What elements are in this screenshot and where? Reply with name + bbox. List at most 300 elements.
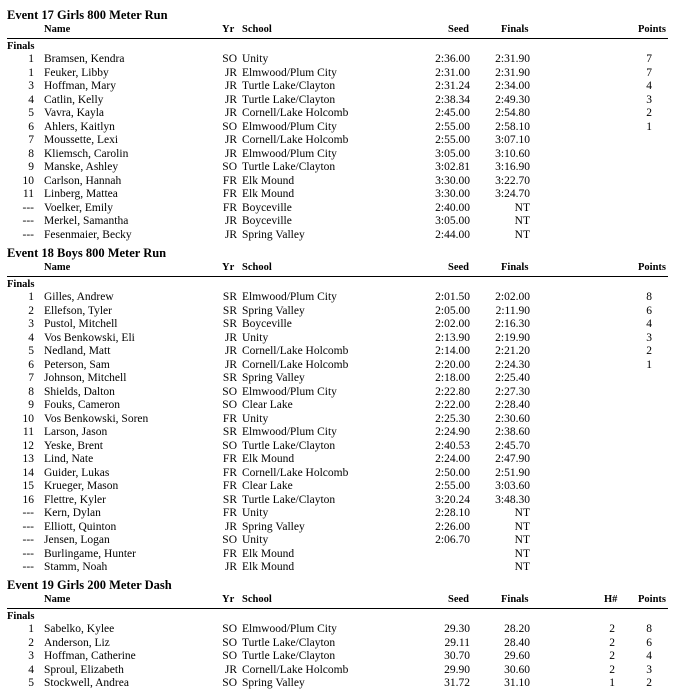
seed-time: 2:05.00: [435, 304, 470, 317]
final-time: 2:16.30: [495, 318, 530, 330]
year: SO: [222, 53, 237, 65]
result-row: [0, 345, 679, 359]
col-header-yr: Yr: [222, 262, 235, 273]
final-time: NT: [514, 201, 530, 214]
place: 4: [28, 93, 34, 106]
school: Cornell/Lake Holcomb: [242, 107, 349, 119]
final-time: 3:24.70: [495, 188, 530, 200]
final-time: 2:47.90: [495, 453, 530, 465]
place: 9: [28, 161, 34, 173]
col-header-school: School: [242, 24, 272, 35]
year: FR: [222, 201, 237, 214]
result-row: [0, 677, 679, 691]
school: Cornell/Lake Holcomb: [242, 134, 349, 146]
result-row: [0, 80, 679, 94]
seed-time: 2:28.10: [435, 507, 470, 519]
result-row: [0, 548, 679, 562]
year: SO: [222, 385, 237, 398]
school: Elmwood/Plum City: [242, 385, 337, 398]
final-time: 31.10: [504, 677, 530, 689]
school: Clear Lake: [242, 399, 293, 411]
year: FR: [222, 547, 237, 560]
seed-time: 2:38.34: [435, 93, 470, 106]
school: Spring Valley: [242, 677, 305, 689]
result-row: [0, 440, 679, 454]
seed-time: 2:18.00: [435, 372, 470, 384]
school: Cornell/Lake Holcomb: [242, 466, 349, 479]
school: Turtle Lake/Clayton: [242, 93, 336, 106]
seed-time: 3:20.24: [435, 493, 470, 506]
year: SR: [222, 372, 237, 384]
year: FR: [222, 507, 237, 519]
final-time: 2:25.40: [495, 372, 530, 384]
school: Unity: [242, 507, 269, 519]
place: 11: [22, 188, 34, 200]
athlete-name: Hoffman, Mary: [44, 80, 116, 92]
place: 7: [28, 372, 34, 384]
place: 2: [28, 636, 34, 649]
school: Unity: [242, 412, 269, 425]
final-time: 28.20: [504, 623, 530, 635]
result-row: [0, 386, 679, 400]
section-label-finals: Finals: [7, 41, 35, 52]
result-row: [0, 359, 679, 373]
athlete-name: Linberg, Mattea: [44, 188, 118, 200]
result-row: [0, 53, 679, 67]
seed-time: 29.90: [444, 663, 470, 676]
header-rule: [7, 276, 668, 277]
year: FR: [222, 453, 237, 465]
school: Elk Mound: [242, 174, 295, 187]
final-time: 2:30.60: [495, 412, 530, 425]
athlete-name: Manske, Ashley: [44, 161, 119, 173]
col-header-points: Points: [638, 24, 667, 35]
school: Elmwood/Plum City: [242, 147, 337, 160]
seed-time: 2:40.00: [435, 201, 470, 214]
result-row: [0, 399, 679, 413]
place: 2: [28, 304, 34, 317]
col-header-school: School: [242, 262, 272, 273]
place: ---: [22, 201, 34, 214]
points: 1: [646, 358, 652, 371]
athlete-name: Catlin, Kelly: [44, 93, 104, 106]
final-time: 2:58.10: [495, 120, 530, 133]
school: Boyceville: [242, 201, 292, 214]
result-row: [0, 623, 679, 637]
final-time: 2:54.80: [495, 107, 530, 119]
points: 1: [646, 120, 652, 133]
year: JR: [224, 80, 237, 92]
athlete-name: Larson, Jason: [44, 426, 108, 438]
result-row: [0, 534, 679, 548]
year: JR: [224, 228, 237, 241]
year: FR: [222, 480, 237, 492]
year: SO: [222, 439, 237, 452]
year: FR: [222, 466, 237, 479]
points: 7: [646, 53, 652, 65]
year: JR: [224, 520, 237, 533]
col-header-finals: Finals: [501, 24, 529, 35]
result-row: [0, 467, 679, 481]
col-header-seed: Seed: [448, 262, 469, 273]
col-header-finals: Finals: [501, 594, 529, 605]
school: Unity: [242, 331, 269, 344]
final-time: 3:03.60: [495, 480, 530, 492]
school: Spring Valley: [242, 228, 305, 241]
athlete-name: Fesenmaier, Becky: [44, 228, 132, 241]
heat-number: 1: [609, 677, 615, 689]
year: JR: [224, 345, 237, 357]
points: 2: [646, 107, 652, 119]
final-time: 2:38.60: [495, 426, 530, 438]
year: SR: [222, 426, 237, 438]
year: SR: [222, 318, 237, 330]
place: 1: [28, 291, 34, 303]
seed-time: 2:44.00: [435, 228, 470, 241]
school: Turtle Lake/Clayton: [242, 636, 336, 649]
seed-time: 3:30.00: [435, 174, 470, 187]
athlete-name: Kern, Dylan: [44, 507, 101, 519]
year: SO: [222, 120, 237, 133]
points: 4: [646, 650, 652, 662]
year: SO: [222, 399, 237, 411]
result-row: [0, 291, 679, 305]
final-time: 2:34.00: [495, 80, 530, 92]
seed-time: 2:50.00: [435, 466, 470, 479]
final-time: NT: [514, 228, 530, 241]
place: 14: [22, 466, 34, 479]
school: Elk Mound: [242, 453, 295, 465]
seed-time: 2:25.30: [435, 412, 470, 425]
seed-time: 2:45.00: [435, 107, 470, 119]
place: 3: [28, 650, 34, 662]
place: 5: [28, 677, 34, 689]
place: 16: [22, 493, 34, 506]
col-header-finals: Finals: [501, 262, 529, 273]
final-time: NT: [514, 507, 530, 519]
place: 5: [28, 107, 34, 119]
points: 8: [646, 291, 652, 303]
seed-time: 2:24.90: [435, 426, 470, 438]
athlete-name: Fouks, Cameron: [44, 399, 121, 411]
final-time: 2:45.70: [495, 439, 530, 452]
athlete-name: Vos Benkowski, Eli: [44, 331, 135, 344]
seed-time: 2:24.00: [435, 453, 470, 465]
place: 1: [28, 623, 34, 635]
place: 13: [22, 453, 34, 465]
school: Cornell/Lake Holcomb: [242, 358, 349, 371]
result-row: [0, 175, 679, 189]
school: Clear Lake: [242, 480, 293, 492]
year: JR: [224, 663, 237, 676]
heat-number: 2: [609, 663, 615, 676]
year: FR: [222, 174, 237, 187]
school: Turtle Lake/Clayton: [242, 161, 336, 173]
year: FR: [222, 412, 237, 425]
athlete-name: Lind, Nate: [44, 453, 94, 465]
school: Spring Valley: [242, 520, 305, 533]
place: 4: [28, 331, 34, 344]
final-time: NT: [514, 520, 530, 533]
final-time: 3:10.60: [495, 147, 530, 160]
final-time: NT: [514, 534, 530, 546]
final-time: 2:24.30: [495, 358, 530, 371]
result-row: [0, 650, 679, 664]
athlete-name: Nedland, Matt: [44, 345, 111, 357]
result-row: [0, 188, 679, 202]
final-time: 2:51.90: [495, 466, 530, 479]
final-time: 2:02.00: [495, 291, 530, 303]
school: Elk Mound: [242, 547, 295, 560]
points: 4: [646, 80, 652, 92]
seed-time: 2:06.70: [435, 534, 470, 546]
points: 3: [646, 331, 652, 344]
final-time: 2:28.40: [495, 399, 530, 411]
place: 4: [28, 663, 34, 676]
athlete-name: Yeske, Brent: [44, 439, 103, 452]
athlete-name: Carlson, Hannah: [44, 174, 122, 187]
seed-time: 3:30.00: [435, 188, 470, 200]
school: Turtle Lake/Clayton: [242, 80, 336, 92]
year: SR: [222, 304, 237, 317]
place: 1: [28, 66, 34, 79]
school: Elmwood/Plum City: [242, 120, 337, 133]
seed-time: 2:55.00: [435, 134, 470, 146]
year: JR: [224, 215, 237, 227]
points: 8: [646, 623, 652, 635]
seed-time: 3:05.00: [435, 147, 470, 160]
athlete-name: Shields, Dalton: [44, 385, 115, 398]
col-header-yr: Yr: [222, 24, 235, 35]
year: JR: [224, 93, 237, 106]
seed-time: 31.72: [444, 677, 470, 689]
place: 3: [28, 80, 34, 92]
athlete-name: Feuker, Libby: [44, 66, 109, 79]
result-row: [0, 664, 679, 678]
year: SO: [222, 650, 237, 662]
athlete-name: Flettre, Kyler: [44, 493, 106, 506]
athlete-name: Stamm, Noah: [44, 561, 108, 573]
points: 3: [646, 93, 652, 106]
final-time: 29.60: [504, 650, 530, 662]
points: 6: [646, 304, 652, 317]
school: Elk Mound: [242, 188, 295, 200]
final-time: 2:49.30: [495, 93, 530, 106]
year: SR: [222, 291, 237, 303]
place: ---: [22, 215, 34, 227]
school: Spring Valley: [242, 372, 305, 384]
year: JR: [224, 358, 237, 371]
year: JR: [224, 147, 237, 160]
place: ---: [22, 228, 34, 241]
seed-time: 29.30: [444, 623, 470, 635]
col-header-seed: Seed: [448, 594, 469, 605]
final-time: NT: [514, 215, 530, 227]
result-row: [0, 494, 679, 508]
seed-time: 2:22.00: [435, 399, 470, 411]
final-time: 2:27.30: [495, 385, 530, 398]
school: Turtle Lake/Clayton: [242, 493, 336, 506]
place: 6: [28, 358, 34, 371]
year: JR: [224, 66, 237, 79]
result-row: [0, 202, 679, 216]
final-time: 2:21.20: [495, 345, 530, 357]
result-row: [0, 107, 679, 121]
school: Cornell/Lake Holcomb: [242, 663, 349, 676]
seed-time: 2:40.53: [435, 439, 470, 452]
col-header-school: School: [242, 594, 272, 605]
athlete-name: Gilles, Andrew: [44, 291, 114, 303]
seed-time: 2:02.00: [435, 318, 470, 330]
place: ---: [22, 534, 34, 546]
result-row: [0, 453, 679, 467]
place: 10: [22, 174, 34, 187]
year: FR: [222, 188, 237, 200]
year: SR: [222, 493, 237, 506]
school: Elk Mound: [242, 561, 295, 573]
result-row: [0, 372, 679, 386]
result-row: [0, 426, 679, 440]
result-row: [0, 507, 679, 521]
col-header-seed: Seed: [448, 24, 469, 35]
header-rule: [7, 38, 668, 39]
points: 2: [646, 345, 652, 357]
school: Turtle Lake/Clayton: [242, 650, 336, 662]
school: Elmwood/Plum City: [242, 623, 337, 635]
year: JR: [224, 107, 237, 119]
result-row: [0, 521, 679, 535]
athlete-name: Sproul, Elizabeth: [44, 663, 124, 676]
school: Turtle Lake/Clayton: [242, 439, 336, 452]
seed-time: 3:05.00: [435, 215, 470, 227]
result-row: [0, 305, 679, 319]
result-row: [0, 318, 679, 332]
school: Unity: [242, 534, 269, 546]
school: Boyceville: [242, 318, 292, 330]
athlete-name: Vavra, Kayla: [44, 107, 105, 119]
athlete-name: Pustol, Mitchell: [44, 318, 118, 330]
athlete-name: Krueger, Mason: [44, 480, 119, 492]
seed-time: 30.70: [444, 650, 470, 662]
result-row: [0, 637, 679, 651]
heat-number: 2: [609, 650, 615, 662]
points: 2: [646, 677, 652, 689]
col-header-points: Points: [638, 594, 667, 605]
event-title: Event 19 Girls 200 Meter Dash: [7, 578, 172, 592]
seed-time: 2:14.00: [435, 345, 470, 357]
school: Unity: [242, 53, 269, 65]
result-row: [0, 413, 679, 427]
place: 6: [28, 120, 34, 133]
school: Elmwood/Plum City: [242, 66, 337, 79]
final-time: 3:07.10: [495, 134, 530, 146]
result-row: [0, 561, 679, 575]
col-header-name: Name: [44, 262, 71, 273]
place: 3: [28, 318, 34, 330]
result-row: [0, 94, 679, 108]
athlete-name: Stockwell, Andrea: [44, 677, 129, 689]
year: SO: [222, 161, 237, 173]
col-header-heat: H#: [604, 594, 618, 605]
athlete-name: Jensen, Logan: [44, 534, 110, 546]
school: Boyceville: [242, 215, 292, 227]
final-time: 28.40: [504, 636, 530, 649]
final-time: 2:11.90: [495, 304, 530, 317]
year: JR: [224, 561, 237, 573]
seed-time: 3:02.81: [435, 161, 470, 173]
seed-time: 2:36.00: [435, 53, 470, 65]
result-row: [0, 161, 679, 175]
athlete-name: Elliott, Quinton: [44, 520, 117, 533]
points: 3: [646, 663, 652, 676]
result-row: [0, 121, 679, 135]
seed-time: 2:20.00: [435, 358, 470, 371]
event-title: Event 18 Boys 800 Meter Run: [7, 246, 167, 260]
school: Elmwood/Plum City: [242, 291, 337, 303]
athlete-name: Johnson, Mitchell: [44, 372, 127, 384]
place: ---: [22, 507, 34, 519]
school: Cornell/Lake Holcomb: [242, 345, 349, 357]
athlete-name: Sabelko, Kylee: [44, 623, 115, 635]
final-time: NT: [514, 561, 530, 573]
year: SO: [222, 677, 237, 689]
seed-time: 2:26.00: [435, 520, 470, 533]
place: 1: [28, 53, 34, 65]
col-header-name: Name: [44, 594, 71, 605]
place: 7: [28, 134, 34, 146]
result-row: [0, 134, 679, 148]
athlete-name: Guider, Lukas: [44, 466, 110, 479]
athlete-name: Burlingame, Hunter: [44, 547, 136, 560]
final-time: 30.60: [504, 663, 530, 676]
points: 7: [646, 66, 652, 79]
athlete-name: Merkel, Samantha: [44, 215, 129, 227]
place: ---: [22, 520, 34, 533]
place: 5: [28, 345, 34, 357]
athlete-name: Moussette, Lexi: [44, 134, 119, 146]
place: 12: [22, 439, 34, 452]
final-time: 3:16.90: [495, 161, 530, 173]
athlete-name: Anderson, Liz: [44, 636, 110, 649]
col-header-points: Points: [638, 262, 667, 273]
result-row: [0, 148, 679, 162]
athlete-name: Ahlers, Kaitlyn: [44, 120, 115, 133]
result-row: [0, 67, 679, 81]
place: ---: [22, 561, 34, 573]
athlete-name: Ellefson, Tyler: [44, 304, 112, 317]
year: SO: [222, 534, 237, 546]
result-row: [0, 332, 679, 346]
athlete-name: Peterson, Sam: [44, 358, 110, 371]
athlete-name: Voelker, Emily: [44, 201, 113, 214]
seed-time: 2:31.00: [435, 66, 470, 79]
final-time: 3:48.30: [495, 493, 530, 506]
final-time: 3:22.70: [495, 174, 530, 187]
place: ---: [22, 547, 34, 560]
points: 4: [646, 318, 652, 330]
year: SO: [222, 623, 237, 635]
year: JR: [224, 331, 237, 344]
col-header-yr: Yr: [222, 594, 235, 605]
points: 6: [646, 636, 652, 649]
seed-time: 2:01.50: [435, 291, 470, 303]
athlete-name: Kliemsch, Carolin: [44, 147, 129, 160]
header-rule: [7, 608, 668, 609]
final-time: 2:19.90: [495, 331, 530, 344]
section-label-finals: Finals: [7, 611, 35, 622]
seed-time: 2:55.00: [435, 120, 470, 133]
result-row: [0, 229, 679, 243]
